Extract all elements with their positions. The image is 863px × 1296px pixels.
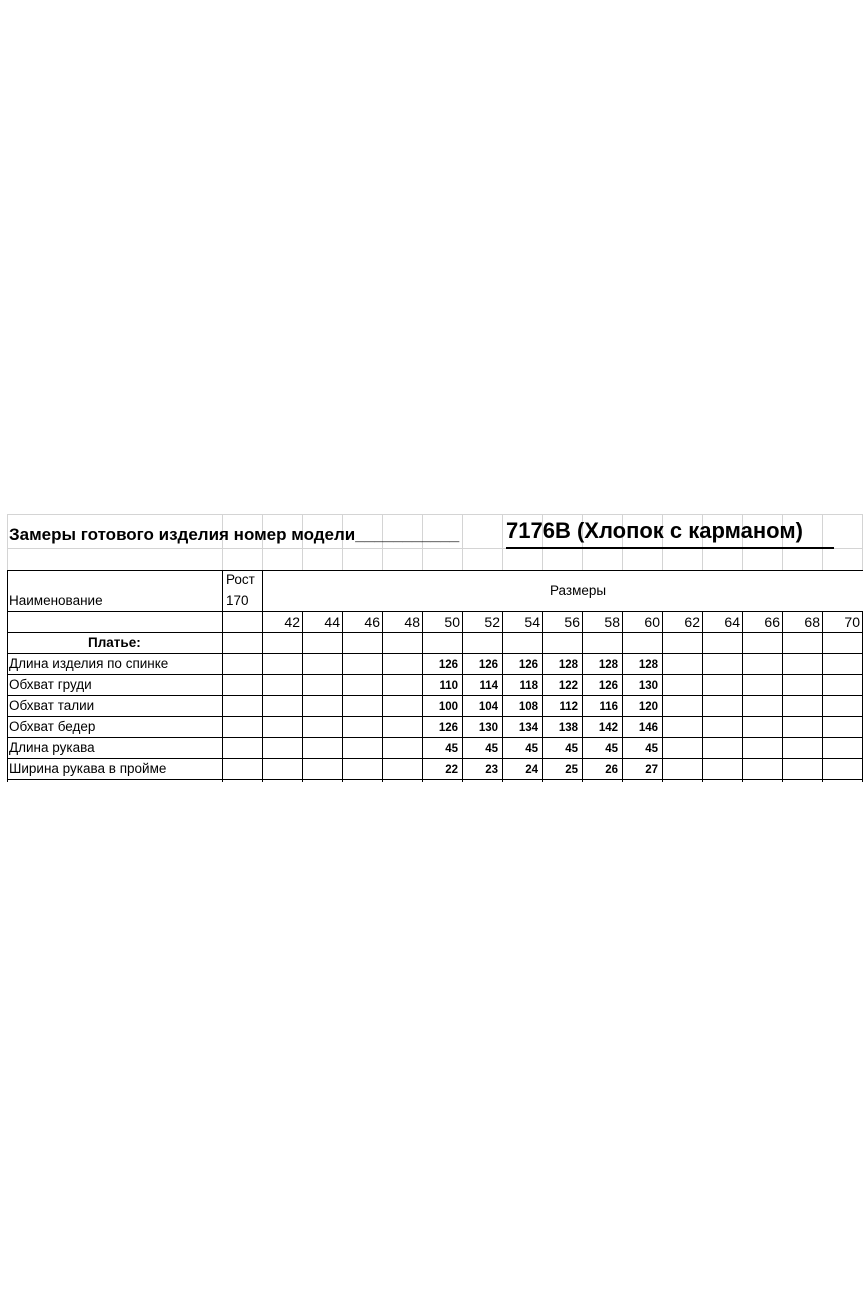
size-column-header: 42	[284, 614, 300, 630]
table-cell-value: 128	[638, 659, 658, 671]
table-row-label: Длина изделия по спинке	[9, 656, 169, 671]
size-column-header: 50	[444, 614, 460, 630]
table-border	[7, 737, 863, 738]
size-column-header: 44	[324, 614, 340, 630]
size-column-header: 68	[804, 614, 820, 630]
name-column-header: Наименование	[9, 593, 103, 608]
table-cell-value: 126	[478, 659, 498, 671]
grid-line	[462, 514, 463, 570]
table-cell-value: 128	[598, 659, 618, 671]
grid-line	[7, 514, 863, 515]
table-cell-value: 126	[438, 659, 458, 671]
table-border	[7, 632, 863, 633]
table-cell-value: 128	[558, 659, 578, 671]
table-cell-value: 118	[519, 680, 538, 692]
table-border	[662, 611, 663, 782]
table-cell-value: 116	[599, 701, 618, 713]
section-label: Платье:	[88, 635, 141, 650]
table-cell-value: 130	[638, 680, 658, 692]
height-header-value: 170	[226, 593, 249, 608]
table-cell-value: 26	[605, 764, 618, 776]
table-cell-value: 45	[485, 743, 498, 755]
sheet-title: Замеры готового изделия номер модели___________	[9, 525, 460, 544]
table-cell-value: 27	[645, 764, 658, 776]
table-cell-value: 45	[605, 743, 618, 755]
table-cell-value: 142	[598, 722, 618, 734]
table-cell-value: 134	[518, 722, 538, 734]
grid-line	[7, 514, 8, 570]
table-cell-value: 100	[438, 701, 458, 713]
table-cell-value: 45	[525, 743, 538, 755]
table-cell-value: 130	[478, 722, 498, 734]
size-column-header: 54	[524, 614, 540, 630]
table-cell-value: 120	[638, 701, 658, 713]
table-border	[7, 758, 863, 759]
table-cell-value: 112	[559, 701, 578, 713]
table-border	[822, 611, 823, 782]
size-column-header: 62	[684, 614, 700, 630]
table-cell-value: 22	[445, 764, 458, 776]
table-cell-value: 110	[439, 680, 458, 692]
grid-line	[502, 514, 503, 570]
model-underline	[506, 547, 834, 549]
table-cell-value: 138	[558, 722, 578, 734]
height-header-label: Рост	[226, 572, 255, 587]
table-cell-value: 25	[565, 764, 578, 776]
table-border	[782, 611, 783, 782]
table-row-label: Ширина рукава в пройме	[9, 761, 167, 776]
table-cell-value: 45	[645, 743, 658, 755]
model-number: 7176В (Хлопок с карманом)	[506, 518, 803, 543]
table-border	[7, 674, 863, 675]
table-border	[7, 570, 863, 571]
table-border	[222, 570, 223, 782]
table-cell-value: 122	[558, 680, 578, 692]
size-column-header: 64	[724, 614, 740, 630]
size-chart-sheet	[0, 514, 863, 782]
table-row-label: Обхват груди	[9, 677, 92, 692]
table-border	[7, 716, 863, 717]
size-column-header: 60	[644, 614, 660, 630]
table-border	[7, 611, 863, 612]
size-column-header: 48	[404, 614, 420, 630]
table-border	[262, 570, 263, 782]
size-column-header: 46	[364, 614, 380, 630]
size-column-header: 70	[844, 614, 860, 630]
table-cell-value: 114	[479, 680, 498, 692]
table-border	[702, 611, 703, 782]
size-column-header: 58	[604, 614, 620, 630]
table-border	[342, 611, 343, 782]
table-cell-value: 126	[598, 680, 618, 692]
size-column-header: 66	[764, 614, 780, 630]
table-cell-value: 146	[638, 722, 658, 734]
table-row-label: Обхват бедер	[9, 719, 96, 734]
table-cell-value: 126	[438, 722, 458, 734]
size-column-header: 56	[564, 614, 580, 630]
table-cell-value: 45	[445, 743, 458, 755]
table-border	[382, 611, 383, 782]
table-cell-value: 24	[525, 764, 538, 776]
table-row-label: Длина рукава	[9, 740, 95, 755]
size-column-header: 52	[484, 614, 500, 630]
table-cell-value: 45	[565, 743, 578, 755]
grid-line	[822, 514, 823, 570]
table-border	[7, 570, 8, 782]
table-cell-value: 108	[518, 701, 538, 713]
table-cell-value: 104	[478, 701, 498, 713]
table-cell-value: 23	[485, 764, 498, 776]
table-border	[742, 611, 743, 782]
table-border	[7, 779, 863, 780]
sizes-header: Размеры	[550, 583, 607, 598]
table-cell-value: 126	[518, 659, 538, 671]
table-row-label: Обхват талии	[9, 698, 95, 713]
table-border	[7, 653, 863, 654]
table-border	[7, 695, 863, 696]
table-border	[302, 611, 303, 782]
